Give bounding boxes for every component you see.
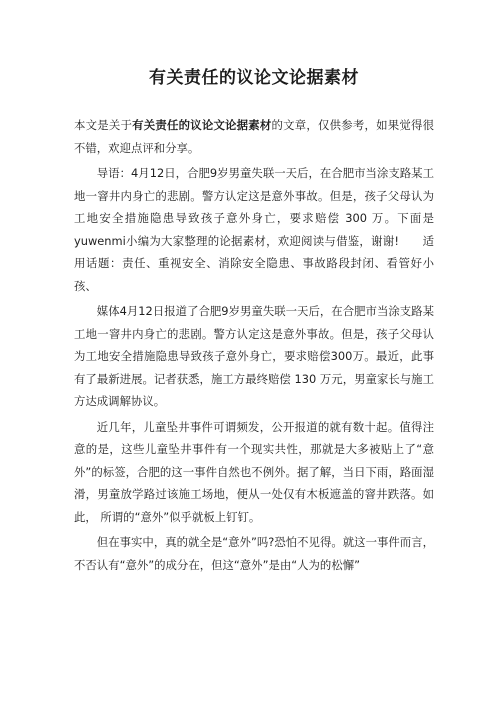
intro-bold-title: 有关责任的议论文论据素材 <box>132 118 272 132</box>
intro-paragraph <box>74 114 434 159</box>
intro-text-after: 的文章，仅供参考，如果觉得很不错，欢迎点评和分享。 <box>74 118 434 155</box>
paragraph-media-report: 媒体4月12日报道了合肥9岁男童失联一天后，在合肥市当涂支路某工地一窨井内身亡的悲剧。警方认定这是意外事故。但是，孩子父母认为工地安全措施隐患导致孩子意外身亡，要求赔偿300万。最近，此事有了最新进展。记者获悉，施工方最终赔偿 130 万元，男童家长与施工方达成调解协议。 <box>74 304 434 408</box>
document-title: 有关责任的议论文论据素材 <box>149 68 359 88</box>
intro-text-before: 本文是关于 <box>74 118 133 132</box>
paragraph-lead: 导语：4月12日，合肥9岁男童失联一天后，在合肥市当涂支路某工地一窨井内身亡的悲剧。警方认定这是意外事故。但是，孩子父母认为工地安全措施隐患导致孩子意外身亡，要求赔偿 300 万。下面是yuwenmi小编为大家整理的论据素材，欢迎阅读与借鉴，谢谢! 适用话题：责任、重视安全、消除安全隐患、事故路段封闭、看管好小孩、 <box>74 166 434 293</box>
document-body <box>74 114 434 576</box>
paragraph-in-fact: 但在事实中，真的就全是“意外”吗?恐怕不见得。就这一事件而言，不否认有“意外”的成分在，但这“意外”是由“人为的松懈” <box>74 535 434 572</box>
paragraph-recent-years: 近几年，儿童坠井事件可谓频发，公开报道的就有数十起。值得注意的是，这些儿童坠井事件有一个现实共性，那就是大多被贴上了“意外”的标签，合肥的这一事件自然也不例外。据了解，当日下雨，路面湿滑，男童放学路过该施工场地，便从一处仅有木板遮盖的窨井跌落。如此， 所谓的“意外”似乎就板上钉钉。 <box>74 419 434 524</box>
